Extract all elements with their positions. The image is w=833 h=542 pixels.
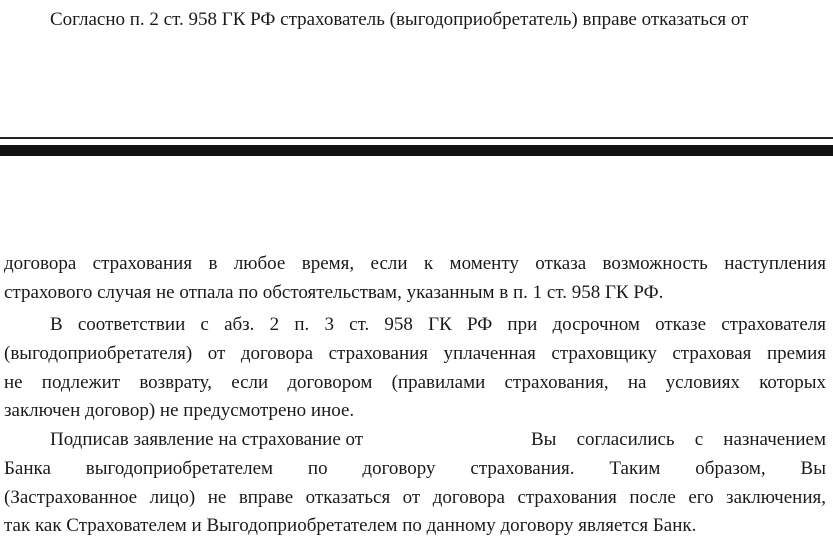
paragraph-line-top: Согласно п. 2 ст. 958 ГК РФ страхователь (выгодоприобретатель) вправе отказаться от xyxy=(50,9,749,30)
paragraph-line: страхового случая не отпала по обстоятельствам, указанным в п. 1 ст. 958 ГК РФ. xyxy=(4,282,664,303)
paragraph-line: не подлежит возврату, если договором (правилами страхования, на условиях которых xyxy=(4,372,826,393)
paragraph-line-start: Подписав заявление на страхование от xyxy=(50,429,364,450)
page-break-thick-rule xyxy=(0,145,833,156)
paragraph-line: (выгодоприобретателя) от договора страхования уплаченная страховщику страховая премия xyxy=(4,343,826,364)
paragraph-line-end: Вы согласились с назначением xyxy=(531,429,826,450)
paragraph-line: Банка выгодоприобретателем по договору страхования. Таким образом, Вы xyxy=(4,458,826,479)
page-break-thin-rule xyxy=(0,137,833,139)
paragraph-line: В соответствии с абз. 2 п. 3 ст. 958 ГК РФ при досрочном отказе страхователя xyxy=(50,314,826,335)
paragraph-line: заключен договор) не предусмотрено иное. xyxy=(4,400,355,421)
paragraph-line: договора страхования в любое время, если к моменту отказа возможность наступления xyxy=(4,253,826,274)
paragraph-line: так как Страхователем и Выгодоприобретателем по данному договору является Банк. xyxy=(4,515,697,536)
paragraph-line: (Застрахованное лицо) не вправе отказаться от договора страхования после его заключения, xyxy=(4,487,826,508)
